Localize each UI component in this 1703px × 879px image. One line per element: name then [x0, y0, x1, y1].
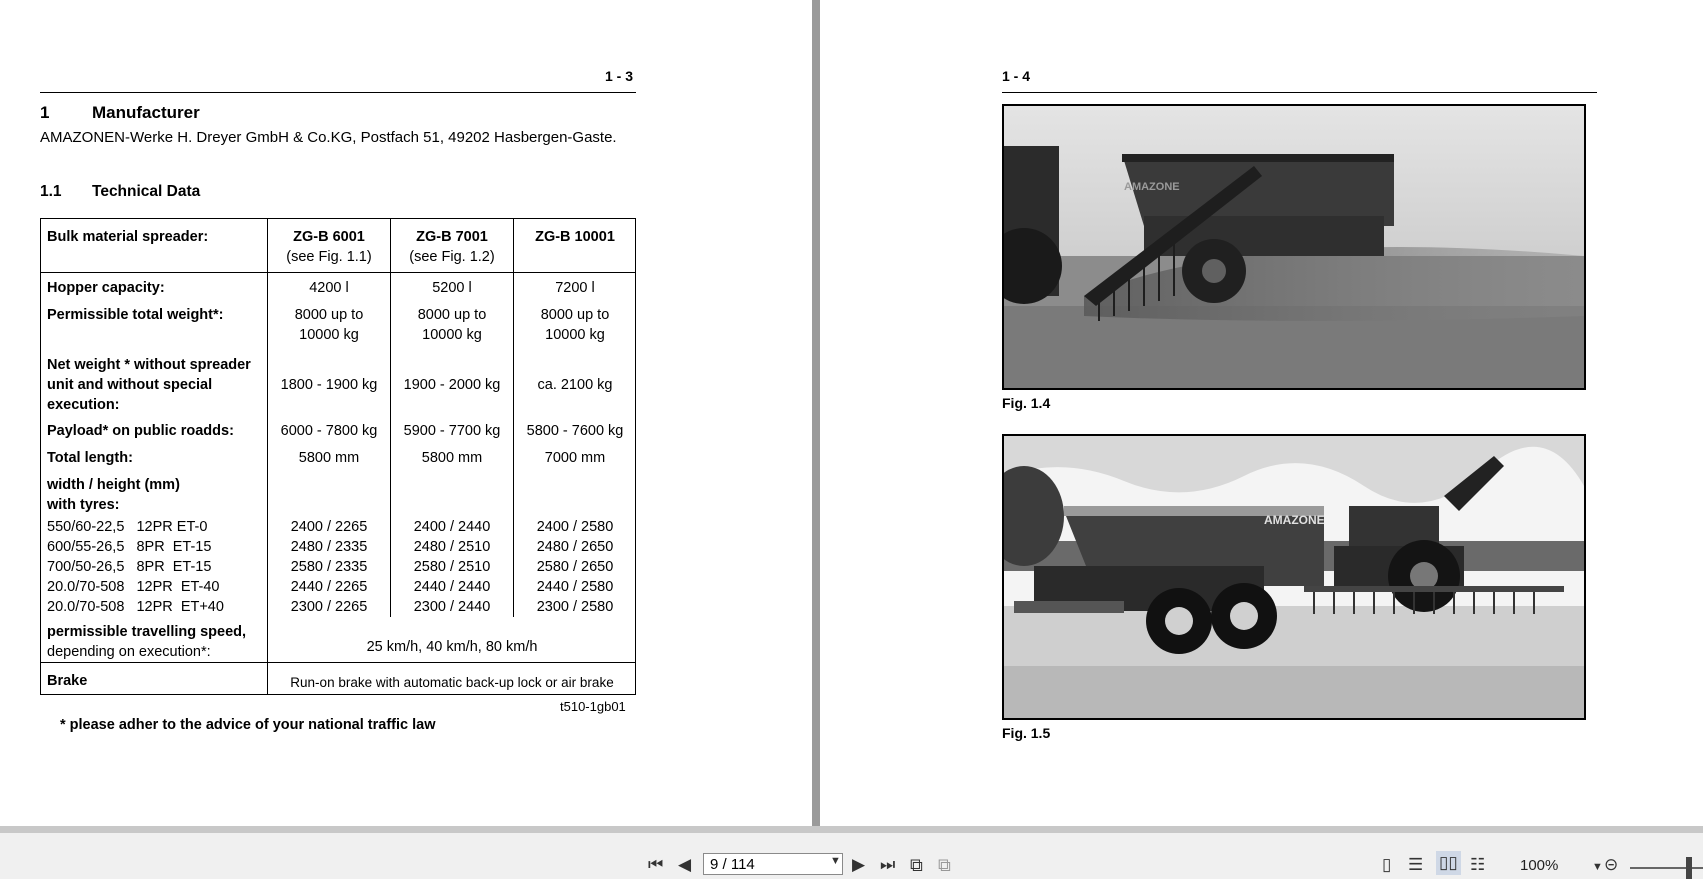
dims-label: with tyres: [47, 497, 120, 513]
photo-brand-text: AMAZONE [1264, 513, 1325, 527]
left-page [0, 0, 814, 826]
figure-caption: Fig. 1.5 [1002, 725, 1051, 741]
table-cell: 2440 / 2265 [290, 579, 368, 595]
fit-page-icon[interactable]: ⧉ [910, 855, 923, 875]
previous-page-icon[interactable]: ◀ [678, 855, 692, 874]
speed-label: depending on execution*: [47, 644, 211, 660]
table-hline [41, 662, 635, 663]
table-cell: 8000 up to 10000 kg [294, 307, 364, 343]
table-cell: 5800 mm [421, 450, 483, 466]
speed-label: permissible travelling speed, [47, 624, 247, 640]
payload-label: Payload* on public roadds: [47, 423, 234, 439]
table-cell: 2480 / 2335 [290, 539, 368, 555]
table-cell: 5900 - 7700 kg [403, 423, 501, 439]
table-cell: 1800 - 1900 kg [280, 377, 378, 393]
table-cell: 1900 - 2000 kg [403, 377, 501, 393]
zoom-level[interactable]: 100% [1520, 857, 1559, 874]
speed-value: 25 km/h, 40 km/h, 80 km/h [366, 639, 538, 655]
table-code: t510-1gb01 [560, 699, 626, 714]
table-cell: 5800 mm [298, 450, 360, 466]
table-cell: 2580 / 2510 [413, 559, 491, 575]
continuous-view-icon[interactable]: ☰ [1408, 855, 1424, 874]
table-cell: 2400 / 2265 [290, 519, 368, 535]
section-title: Manufacturer [92, 103, 200, 122]
tyre-label: 600/55-26,5 8PR ET-15 [47, 539, 212, 555]
table-cell: 2400 / 2580 [536, 519, 614, 535]
tyre-label: 700/50-26,5 8PR ET-15 [47, 559, 212, 575]
model-fig-ref: (see Fig. 1.1) [286, 249, 372, 265]
last-page-icon[interactable]: ⏭ [880, 855, 896, 874]
first-page-icon[interactable]: ⏮ [648, 855, 664, 874]
brake-value: Run-on brake with automatic back-up lock or air brake [290, 675, 614, 690]
weight-label: Permissible total weight*: [47, 307, 224, 323]
table-cell: 5200 l [432, 280, 472, 296]
table-cell: 2440 / 2580 [536, 579, 614, 595]
model-name: ZG-B 7001 [416, 229, 488, 245]
table-cell: 8000 up to 10000 kg [540, 307, 610, 343]
model-name: ZG-B 6001 [293, 229, 365, 245]
model-name: ZG-B 10001 [535, 229, 615, 245]
zoom-dropdown-icon[interactable]: ▼ [1592, 861, 1603, 873]
table-cell: 2480 / 2510 [413, 539, 491, 555]
zoom-slider-thumb[interactable] [1686, 857, 1692, 879]
table-cell: 2400 / 2440 [413, 519, 491, 535]
spreader-photo-2 [1002, 434, 1586, 720]
table-cell: 2300 / 2580 [536, 599, 614, 615]
table-hline [41, 272, 635, 273]
table-cell: 8000 up to 10000 kg [417, 307, 487, 343]
table-cell: 7000 mm [544, 450, 606, 466]
table-cell: 5800 - 7600 kg [526, 423, 624, 439]
hopper-label: Hopper capacity: [47, 280, 165, 296]
technical-data-table [40, 218, 636, 695]
zoom-out-icon[interactable]: ⊝ [1604, 855, 1619, 874]
table-cell: ca. 2100 kg [537, 377, 613, 393]
table-cell: 4200 l [309, 280, 349, 296]
header-label: Bulk material spreader: [47, 229, 209, 245]
table-cell: 6000 - 7800 kg [280, 423, 378, 439]
two-page-view-icon[interactable]: ▯▯ [1436, 851, 1461, 875]
table-cell: 7200 l [555, 280, 595, 296]
manufacturer-address: AMAZONEN-Werke H. Dreyer GmbH & Co.KG, Postfach 51, 49202 Hasbergen-Gaste. [40, 129, 617, 146]
page-number: 1 - 3 [605, 68, 634, 84]
subsection-title: Technical Data [92, 183, 201, 200]
single-page-view-icon[interactable]: ▯ [1382, 855, 1392, 874]
table-cell: 2580 / 2335 [290, 559, 368, 575]
zoom-slider[interactable] [1630, 867, 1703, 869]
subsection-heading [40, 183, 200, 201]
photo-brand-text: AMAZONE [1124, 181, 1180, 193]
header-rule [1002, 92, 1597, 93]
net-weight-label: Net weight * without spreader unit and without special execution: [47, 357, 251, 413]
table-cell: 2480 / 2650 [536, 539, 614, 555]
length-label: Total length: [47, 450, 133, 466]
tyre-label: 20.0/70-508 12PR ET+40 [47, 599, 224, 615]
next-page-icon[interactable]: ▶ [852, 855, 866, 874]
table-cell: 2300 / 2440 [413, 599, 491, 615]
page-number: 1 - 4 [1002, 68, 1031, 84]
right-page [822, 0, 1703, 826]
section-heading [40, 103, 200, 123]
tyre-label: 20.0/70-508 12PR ET-40 [47, 579, 220, 595]
page-number-input[interactable] [703, 853, 843, 875]
table-cell: 2300 / 2265 [290, 599, 368, 615]
page-divider [812, 0, 820, 826]
table-cell: 2580 / 2650 [536, 559, 614, 575]
model-fig-ref: (see Fig. 1.2) [409, 249, 495, 265]
tyre-label: 550/60-22,5 12PR ET-0 [47, 519, 208, 535]
table-cell: 2440 / 2440 [413, 579, 491, 595]
two-page-continuous-icon[interactable]: ☷ [1470, 855, 1486, 874]
spreader-photo-1 [1002, 104, 1586, 390]
viewer-toolbar [0, 826, 1703, 879]
footnote: * please adher to the advice of your national traffic law [60, 717, 436, 733]
chevron-down-icon[interactable]: ▼ [830, 855, 841, 867]
figure-caption: Fig. 1.4 [1002, 395, 1051, 411]
section-number: 1 [40, 103, 50, 122]
subsection-number: 1.1 [40, 183, 62, 200]
fit-width-icon[interactable]: ⧉ [938, 855, 951, 875]
header-rule [40, 92, 636, 93]
brake-label: Brake [47, 673, 88, 689]
dims-label: width / height (mm) [47, 477, 180, 493]
